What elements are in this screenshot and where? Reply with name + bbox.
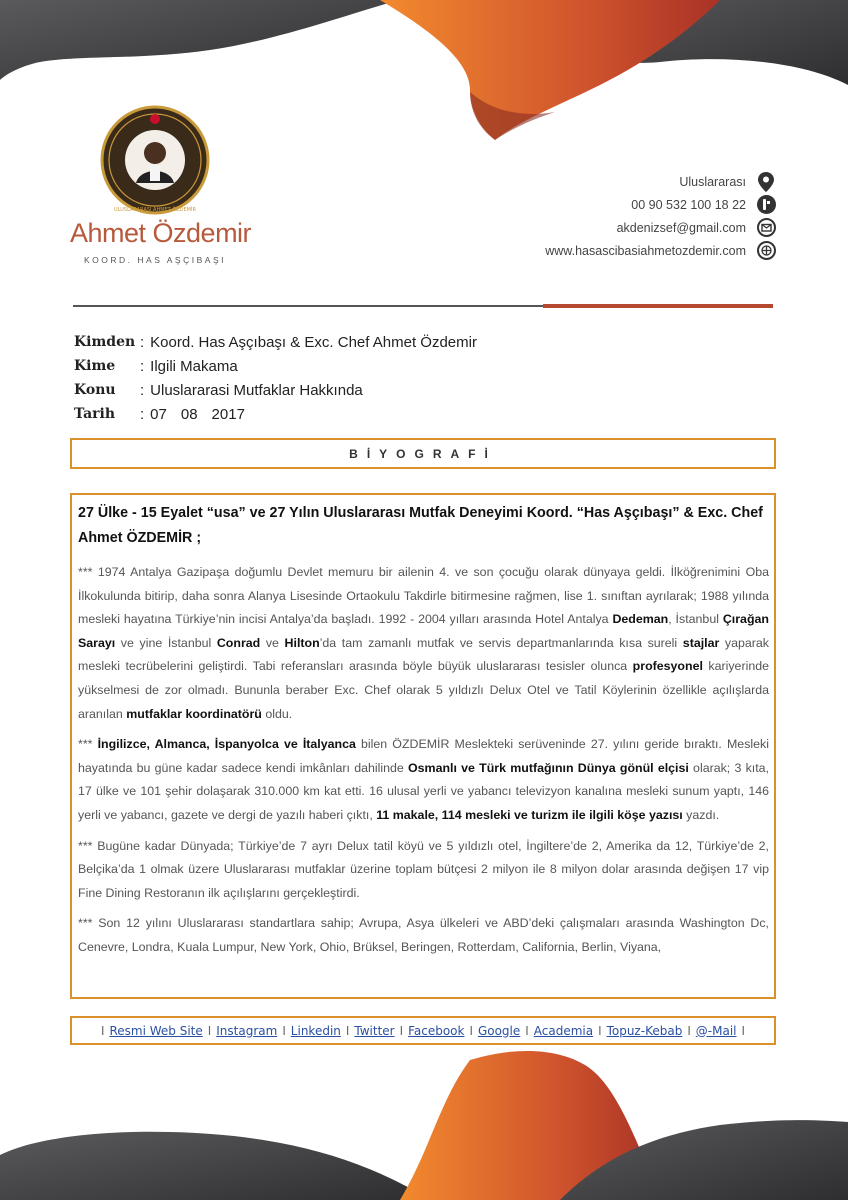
bold-run: Conrad	[216, 635, 261, 650]
bold-run: Osmanlı ve Türk mutfağının Dünya gönül elçisi	[408, 760, 689, 775]
bottom-wave-decoration	[0, 1040, 848, 1200]
biography-heading: 27 Ülke - 15 Eyalet “usa” ve 27 Yılın Uluslararası Mutfak Deneyimi Koord. “Has Aşçıbaşı” & Exc. Chef Ahmet ÖZDEMİR ;	[78, 505, 763, 546]
text-run: oldu.	[261, 706, 293, 721]
memo-date	[74, 402, 477, 426]
from-label: Kimden	[74, 334, 136, 350]
text-run: ***	[78, 737, 98, 752]
memo-to	[74, 354, 477, 378]
location-text: Uluslararası	[679, 174, 746, 189]
seal-text: ULUSLARARASI AHMET ÖZDEMİR	[114, 207, 196, 213]
subject-value: Uluslararasi Mutfaklar Hakkında	[150, 381, 363, 399]
biography-paragraph-2	[78, 733, 769, 827]
separator: I	[598, 1023, 602, 1038]
brand-subtitle: KOORD. HAS AŞÇIBAŞI	[84, 255, 226, 265]
divider-red-segment	[543, 304, 773, 308]
bold-run: mutfaklar koordinatörü	[126, 706, 262, 721]
date-value	[150, 406, 259, 423]
text-run: , İstanbul	[668, 612, 723, 627]
colon: :	[140, 381, 145, 399]
bold-run: Çırağan Sarayı	[78, 612, 769, 650]
date-label: Tarih	[74, 406, 116, 422]
bold-run: 11 makale, 114 mesleki ve turizm ile ilgili köşe yazısı	[376, 807, 683, 822]
link-twitter[interactable]: Twitter	[354, 1023, 395, 1038]
separator: I	[100, 1023, 105, 1038]
brand-name: Ahmet Özdemir	[70, 218, 252, 248]
memo-subject	[74, 378, 477, 402]
divider-gray-segment	[73, 305, 543, 307]
date-year: 2017	[211, 405, 245, 423]
phone-text[interactable]: 00 90 532 100 18 22	[631, 197, 746, 212]
text-run: ’da tam zamanlı mutfak ve servis departmanlarında kısa sureli	[319, 635, 683, 650]
text-run: yaparak mesleki tecrübelerini geliştirdi. Tabi referansları arasında böyle büyük uluslararası tesisler olunca	[78, 635, 770, 674]
contact-phone[interactable]	[545, 193, 776, 216]
biography-section-header	[70, 438, 776, 469]
seal-emblem	[100, 105, 210, 215]
location-icon	[756, 172, 776, 192]
colon: :	[140, 357, 145, 375]
date-day: 07	[150, 405, 167, 423]
link-instagram[interactable]: Instagram	[216, 1023, 278, 1038]
text-run: *** 1974 Antalya Gazipaşa doğumlu Devlet memuru bir ailenin 4. ve son çocuğu olarak dünyaya geldi. İlköğrenimini Oba İlkokulunda bitirip, daha sonra Alanya Lisesinde Ortaokulu Takdirle bitirmesine rağmen, lise 1. sınıftan ayrılarak; 1988 yılında mesleki hayatına Türkiye’nin incisi Antalya’da başladı. 1992 - 2004 yılları arasında Hotel Antalya	[78, 565, 769, 627]
from-value: Koord. Has Aşçıbaşı & Exc. Chef Ahmet Özdemir	[150, 333, 477, 351]
separator: I	[469, 1023, 473, 1038]
phone-icon	[756, 195, 776, 215]
biography-paragraph-3: *** Bugüne kadar Dünyada; Türkiye’de 7 ayrı Delux tatil köyü ve 5 yıldızlı otel, İngiltere’de 2, Amerika da 12, Türkiye’de 2, Belçika’da 1 olmak üzere Uluslararası mutfaklar üzerine toplam bütçesi 2 milyon ile 8 milyon dolar arasında değişen 17 vip Fine Dining Restoranın ilk açılışlarını gerçekleştirdi.	[78, 838, 769, 900]
link-official-website[interactable]: Resmi Web Site	[109, 1023, 203, 1038]
website-text[interactable]: www.hasascibasiahmetozdemir.com	[545, 243, 746, 258]
biography-paragraph-4: *** Son 12 yılını Uluslararası standartlara sahip; Avrupa, Asya ülkeleri ve ABD’deki çalışmaları arasında Washington Dc, Cenevre, Londra, Kuala Lumpur, New York, Ohio, Brüksel, Beringen, Rotterdam, California, Berlin, Viyana,	[78, 916, 769, 954]
email-text[interactable]: akdenizsef@gmail.com	[616, 220, 746, 235]
separator: I	[207, 1023, 212, 1038]
contact-email[interactable]	[545, 216, 776, 239]
globe-icon	[756, 241, 776, 261]
bold-run: Dedeman	[612, 612, 669, 627]
text-run: ve	[260, 635, 285, 650]
biography-box	[70, 493, 776, 999]
biography-paragraph-1	[78, 561, 769, 726]
date-month: 08	[180, 405, 198, 423]
link-topuz-kebab[interactable]: Topuz-Kebab	[606, 1023, 683, 1038]
biography-title: BİYOGRAFİ	[349, 446, 497, 461]
social-links-bar	[70, 1016, 776, 1045]
link-google[interactable]: Google	[477, 1023, 521, 1038]
separator: I	[741, 1023, 745, 1038]
to-value: Ilgili Makama	[150, 357, 238, 375]
mail-icon	[756, 218, 776, 238]
memo-from	[74, 330, 477, 354]
contact-block	[545, 170, 776, 262]
to-label: Kime	[74, 358, 116, 374]
text-run: olarak; 3 kıta, 17 ülke ve 101 şehir dolaşarak 310.000 km kat etti. 16 ulusal yerli ve yabancı televizyon kanalına mesleki sunum yaptı, 146 yerli ve yabancı, gazete ve dergi de yazılı haberi çıktı,	[78, 760, 770, 822]
separator: I	[282, 1023, 286, 1038]
separator: I	[525, 1023, 529, 1038]
colon: :	[140, 333, 145, 351]
subject-label: Konu	[74, 382, 116, 398]
separator: I	[345, 1023, 350, 1038]
contact-location	[545, 170, 776, 193]
text-run: ve yine İstanbul	[115, 635, 217, 650]
text-run: kariyerinde yükselmesi de zor olmadı. Bununla beraber Exc. Chef olarak 5 yıldızlı Delux Otel ve Tatil Köylerinin özellikle açılışlarda aranılan	[78, 659, 770, 721]
separator: I	[687, 1023, 691, 1038]
header-divider	[73, 304, 773, 307]
bold-run: stajlar	[682, 635, 720, 650]
bold-run: profesyonel	[632, 659, 703, 674]
contact-website[interactable]	[545, 239, 776, 262]
text-run: yazdı.	[682, 807, 720, 822]
bold-run: İngilizce, Almanca, İspanyolca ve İtalyanca	[97, 737, 356, 752]
link-linkedin[interactable]: Linkedin	[290, 1023, 341, 1038]
link-email[interactable]: @-Mail	[695, 1023, 737, 1038]
separator: I	[399, 1023, 404, 1038]
colon: :	[140, 405, 145, 423]
link-academia[interactable]: Academia	[533, 1023, 594, 1038]
link-facebook[interactable]: Facebook	[408, 1023, 465, 1038]
text-run: bilen ÖZDEMİR Meslekteki serüveninde 27. yılını geride bıraktı. Mesleki hayatında bu güne kadar sadece kendi imkânları dahilinde	[78, 737, 769, 775]
bold-run: Hilton	[284, 635, 320, 650]
memo-fields	[74, 330, 477, 426]
